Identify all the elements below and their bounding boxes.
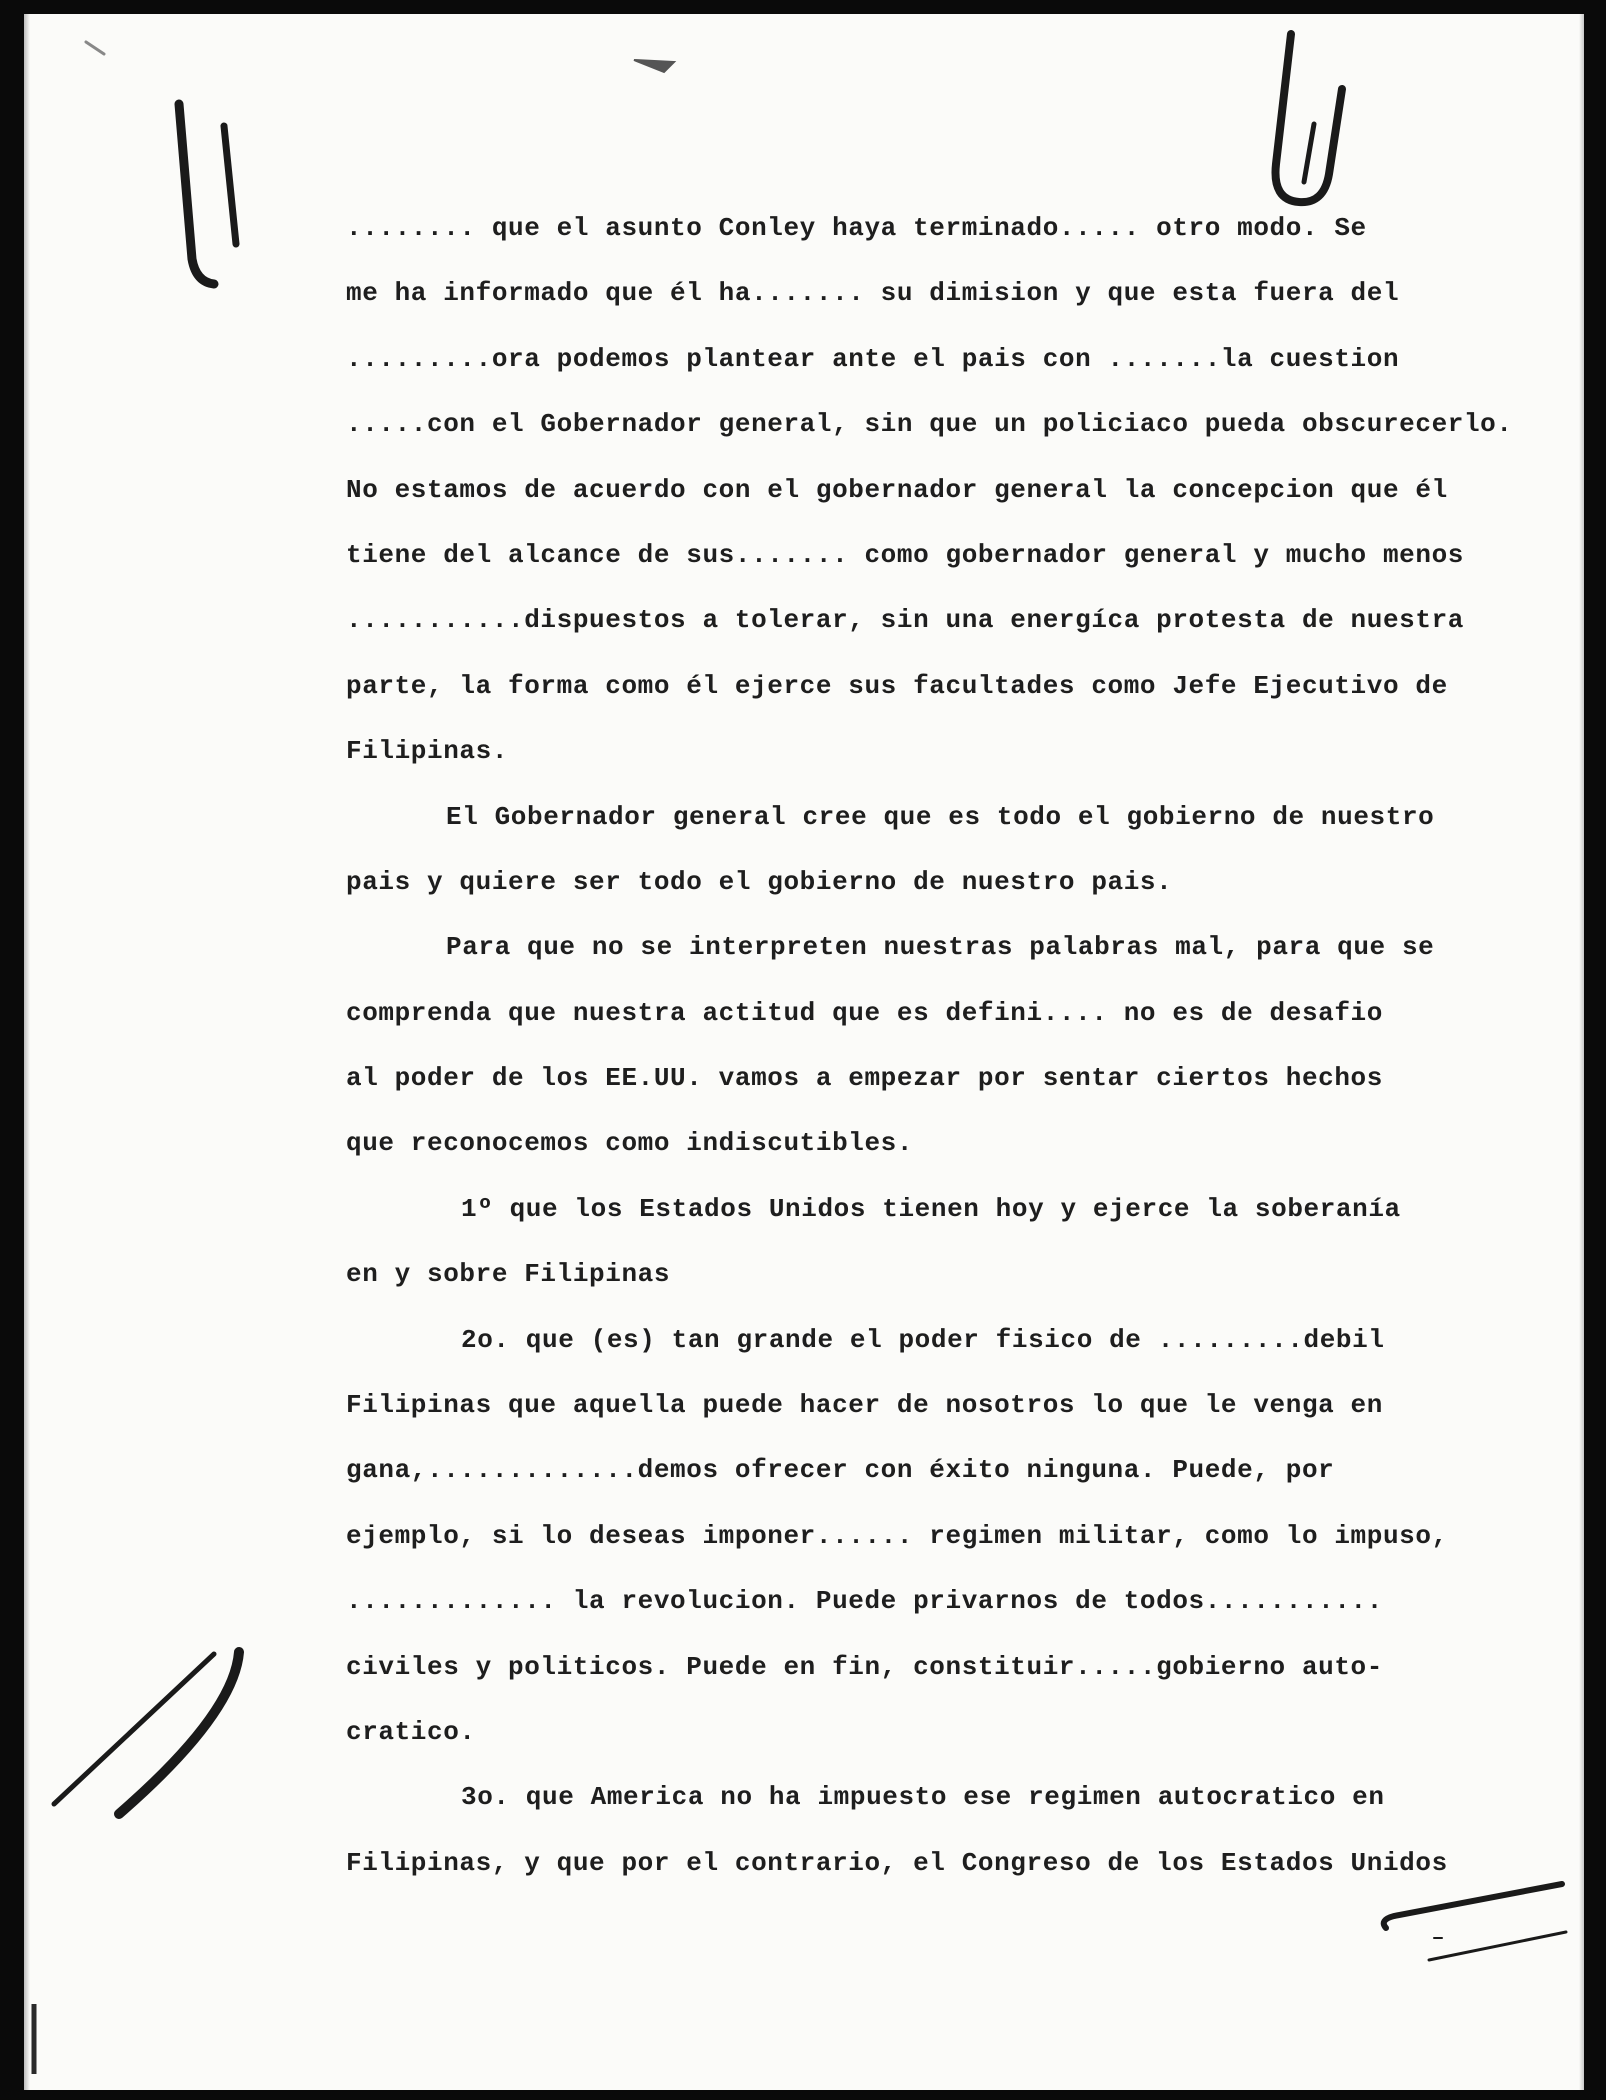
text-line: El Gobernador general cree que es todo el gobierno de nuestro — [446, 801, 1435, 832]
text-line: al poder de los EE.UU. vamos a empezar por sentar ciertos hechos — [346, 1063, 1383, 1094]
text-line: me ha informado que él ha....... su dimision y que esta fuera del — [346, 278, 1400, 309]
text-line: .........ora podemos plantear ante el pais con .......la cuestion — [346, 343, 1400, 374]
paperclip-mark-top-left — [86, 42, 236, 284]
text-line: parte, la forma como él ejerce sus facultades como Jefe Ejecutivo de — [346, 670, 1448, 701]
text-line: Filipinas, y que por el contrario, el Congreso de los Estados Unidos — [346, 1847, 1448, 1878]
text-line: 3o. que America no ha impuesto ese regimen autocratico en — [461, 1782, 1385, 1813]
text-line: ejemplo, si lo deseas imponer...... regimen militar, como lo impuso, — [346, 1520, 1448, 1551]
typed-letter-text — [346, 204, 1513, 1904]
text-line: gana,.............demos ofrecer con éxito ninguna. Puede, por — [346, 1455, 1335, 1486]
text-line: Para que no se interpreten nuestras palabras mal, para que se — [446, 932, 1435, 963]
text-line: No estamos de acuerdo con el gobernador general la concepcion que él — [346, 474, 1448, 505]
text-line: .....con el Gobernador general, sin que un policiaco pueda obscurecerlo. — [346, 409, 1513, 440]
text-line: tiene del alcance de sus....... como gobernador general y mucho menos — [346, 539, 1464, 570]
text-line: que reconocemos como indiscutibles. — [346, 1128, 914, 1159]
text-line: Filipinas. — [346, 736, 509, 767]
text-line: 1º que los Estados Unidos tienen hoy y ejerce la soberanía — [461, 1193, 1401, 1224]
text-line: ............. la revolucion. Puede privarnos de todos........... — [346, 1586, 1383, 1617]
text-line: comprenda que nuestra actitud que es defini.... no es de desafio — [346, 997, 1383, 1028]
text-line: civiles y politicos. Puede en fin, constituir.....gobierno auto- — [346, 1651, 1383, 1682]
text-line: pais y quiere ser todo el gobierno de nuestro pais. — [346, 866, 1173, 897]
text-line: ........ que el asunto Conley haya terminado..... otro modo. Se — [346, 213, 1367, 243]
paperclip-mark-bottom-left — [54, 1652, 239, 1814]
text-line: Filipinas que aquella puede hacer de nosotros lo que le venga en — [346, 1390, 1383, 1421]
text-line: 2o. que (es) tan grande el poder fisico de .........debil — [461, 1324, 1385, 1355]
text-line: en y sobre Filipinas — [346, 1259, 671, 1290]
paperclip-mark-top-center — [634, 34, 1342, 202]
text-line: cratico. — [346, 1716, 476, 1747]
document-page — [24, 14, 1584, 2090]
text-line: ...........dispuestos a tolerar, sin una energíca protesta de nuestra — [346, 605, 1464, 636]
